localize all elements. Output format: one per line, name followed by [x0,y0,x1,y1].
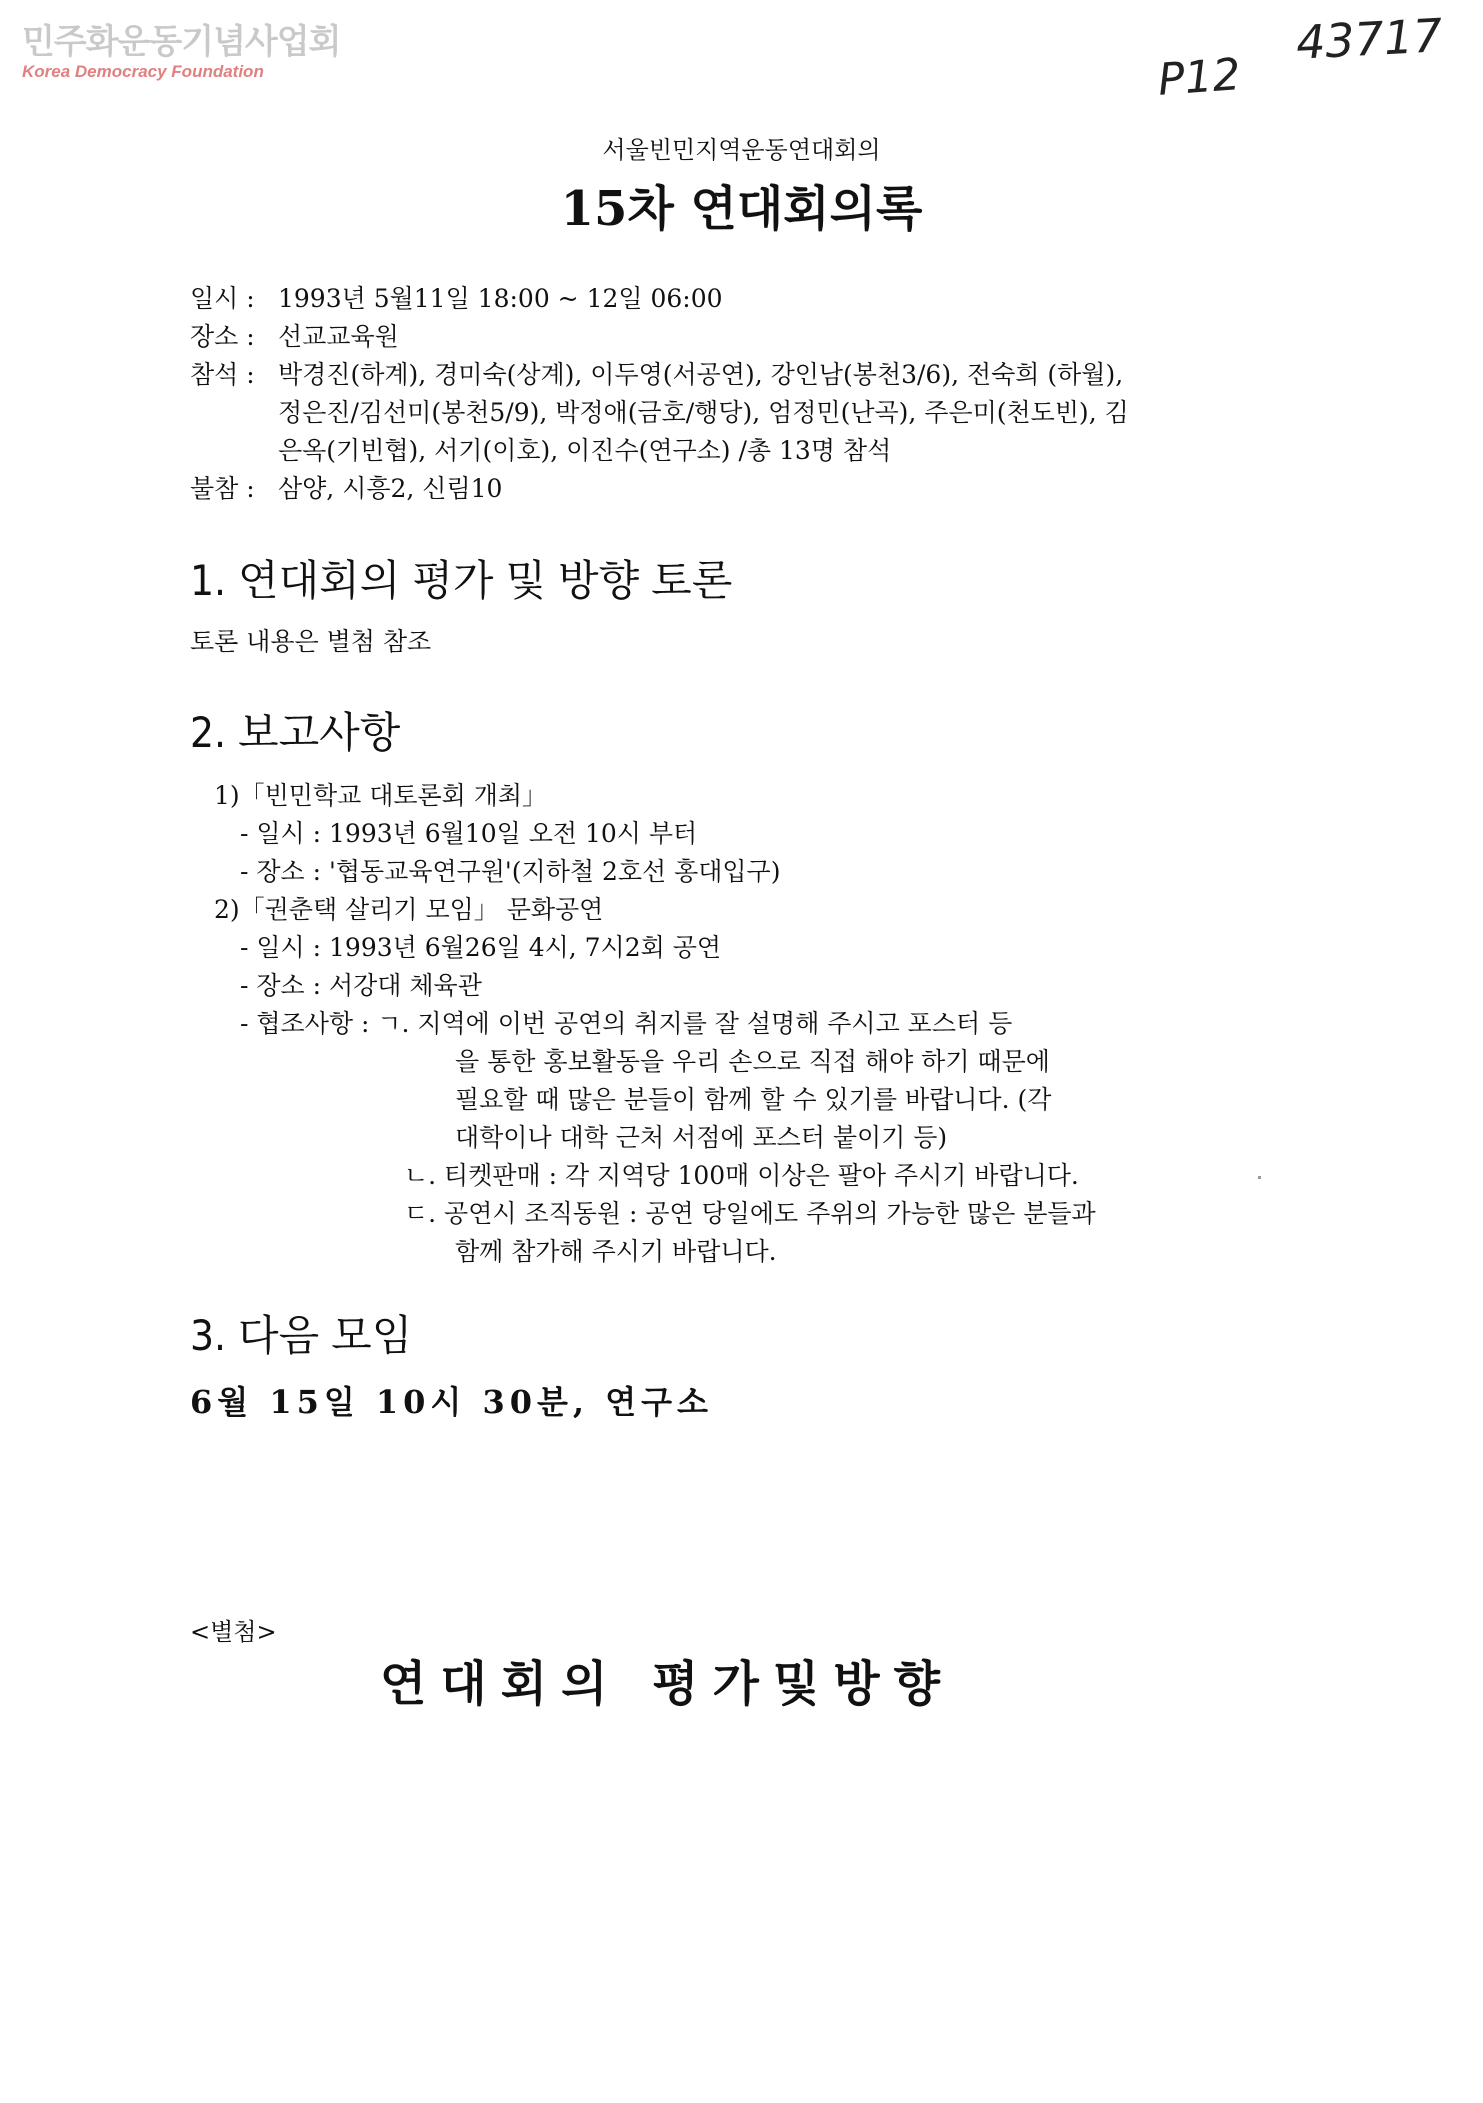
info-value: 선교교육원 [278,322,399,351]
attachment-title: 연대회의 평가및방향 [380,1656,955,1712]
meeting-info [190,280,1150,508]
info-date-row [190,280,1150,318]
report-line: - 일시 : 1993년 6월10일 오전 10시 부터 [240,819,698,848]
section2-heading: 2. 보고사항 [190,708,401,757]
watermark-korean: 민주화운동기념사업회 [22,22,341,62]
info-place-row [190,318,1150,356]
report-line: 2)「권춘택 살리기 모임」 문화공연 [214,895,604,924]
next-meeting-info: 6월 15일 10시 30분, 연구소 [190,1383,713,1421]
report-line: - 일시 : 1993년 6월26일 4시, 7시2회 공연 [240,933,722,962]
report-line: 대학이나 대학 근처 서점에 포스터 붙이기 등) [455,1123,948,1152]
organization-name: 서울빈민지역운동연대회의 [602,136,881,164]
watermark-english: Korea Democracy Foundation [22,62,264,81]
report-line: - 장소 : '협동교육연구원'(지하철 2호선 홍대입구) [240,857,781,886]
document-title: 15차 연대회의록 [560,181,923,237]
attachment-label: <별첨> [190,1618,277,1646]
handwritten-page-mark: P12 [1156,49,1243,106]
report-line: - 장소 : 서강대 체육관 [240,971,482,1000]
handwritten-doc-number: 43717 [1294,8,1444,70]
scan-speck [1258,1176,1261,1179]
report-line: 1)「빈민학교 대토론회 개최」 [214,781,548,810]
info-value: 1993년 5월11일 18:00 ~ 12일 06:00 [278,284,723,313]
report-line: ㄴ. 티켓판매 : 각 지역당 100매 이상은 팔아 주시기 바랍니다. [404,1161,1079,1190]
info-value: 박경진(하계), 경미숙(상계), 이두영(서공연), 강인남(봉천3/6), 전숙희 (하월), 정은진/김선미(봉천5/9), 박정애(금호/행당), 엄정민(난곡), 주은미(천도빈), 김은옥(기빈협), 서기(이호), 이진수(연구소) /총 13명 참석 [278,360,1129,465]
info-label: 일시 : [190,284,255,313]
section1-heading: 1. 연대회의 평가 및 방향 토론 [190,556,733,605]
info-value: 삼양, 시흥2, 신림10 [278,474,503,503]
info-absent-row [190,470,1150,508]
section1-body: 토론 내용은 별첨 참조 [190,627,432,656]
report-line: 함께 참가해 주시기 바랍니다. [455,1237,777,1266]
info-label: 불참 : [190,474,255,503]
report-line: ㄷ. 공연시 조직동원 : 공연 당일에도 주위의 가능한 많은 분들과 [404,1199,1096,1228]
report-line: 을 통한 홍보활동을 우리 손으로 직접 해야 하기 때문에 [455,1047,1050,1076]
info-label: 참석 : [190,360,255,389]
info-label: 장소 : [190,322,255,351]
section3-heading: 3. 다음 모임 [190,1311,413,1360]
report-line: 필요할 때 많은 분들이 함께 할 수 있기를 바랍니다. (각 [455,1085,1052,1114]
report-line: - 협조사항 : ㄱ. 지역에 이번 공연의 취지를 잘 설명해 주시고 포스터 등 [240,1009,1013,1038]
info-attendees-row [190,356,1150,470]
